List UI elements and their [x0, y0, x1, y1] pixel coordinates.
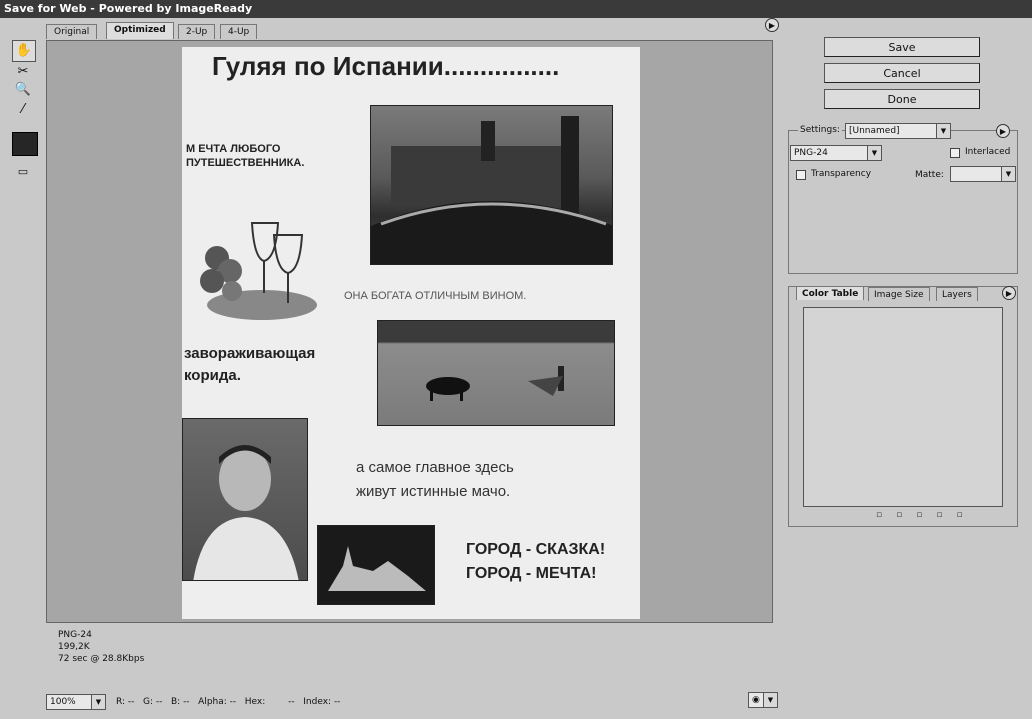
zoom-value: 100%: [50, 697, 76, 707]
save-button[interactable]: Save: [824, 37, 980, 57]
r-value: --: [127, 697, 135, 707]
eyedropper-icon[interactable]: ⁄: [21, 102, 25, 117]
optimize-menu-icon[interactable]: ▶: [996, 124, 1010, 138]
dream-text-line1: М ЕЧТА ЛЮБОГО: [186, 143, 281, 155]
index-label: Index:: [303, 697, 332, 707]
settings-label: Settings:: [800, 125, 840, 135]
index-value: --: [333, 697, 341, 707]
chevron-down-icon: ▼: [763, 693, 777, 707]
window-title: Save for Web - Powered by ImageReady: [0, 0, 1032, 18]
web-shift-icon[interactable]: ▫: [896, 510, 917, 520]
transparency-checkbox[interactable]: [796, 170, 806, 180]
chevron-down-icon: ▼: [867, 146, 881, 160]
done-button[interactable]: Done: [824, 89, 980, 109]
interlaced-label: Interlaced: [965, 147, 1011, 157]
hand-icon[interactable]: ✋: [12, 40, 36, 62]
chevron-down-icon: ▼: [1001, 167, 1015, 181]
info-format: PNG-24: [58, 630, 92, 640]
hex-label: Hex:: [244, 697, 266, 707]
tab-image-size[interactable]: Image Size: [868, 287, 930, 301]
tab-2-up[interactable]: 2-Up: [178, 24, 215, 39]
preview-info: [58, 629, 144, 665]
matte-select[interactable]: [950, 166, 1016, 182]
color-table-menu-icon[interactable]: ▶: [1002, 286, 1016, 300]
man-portrait-photo: [182, 418, 308, 581]
pixel-readout: [116, 693, 736, 711]
interlaced-checkbox[interactable]: [950, 148, 960, 158]
transparency-label: Transparency: [811, 169, 872, 179]
bullfight-text-line1: завораживающая: [184, 345, 316, 362]
info-size: 199,2K: [58, 642, 90, 652]
preview-browser-icon[interactable]: ▭: [17, 165, 29, 178]
night-city-photo: [317, 525, 435, 605]
tab-optimized[interactable]: Optimized: [106, 22, 174, 39]
city-text-line2: ГОРОД - МЕЧТА!: [466, 565, 597, 582]
format-value: PNG-24: [794, 148, 828, 158]
chevron-down-icon: ▼: [936, 124, 950, 138]
wine-caption: ОНА БОГАТА ОТЛИЧНЫМ ВИНОМ.: [344, 290, 527, 302]
plaza-de-espana-photo: [370, 105, 613, 265]
plaza-drawing: [371, 106, 613, 265]
wine-glasses-illustration: [192, 213, 317, 323]
hex-value: --: [288, 697, 295, 707]
slice-select-icon[interactable]: ✂: [17, 64, 29, 79]
optimized-image: [182, 47, 640, 619]
macho-text-line2: живут истинные мачо.: [356, 483, 511, 500]
settings-preset-select[interactable]: [845, 123, 951, 139]
lock-color-icon[interactable]: ▫: [916, 510, 937, 520]
dream-text-line2: ПУТЕШЕСТВЕННИКА.: [186, 157, 305, 169]
tab-layers[interactable]: Layers: [936, 287, 978, 301]
alpha-value: --: [229, 697, 237, 707]
alpha-label: Alpha:: [198, 697, 227, 707]
g-value: --: [155, 697, 163, 707]
color-table-grid[interactable]: [803, 307, 1003, 507]
preview-menu-icon[interactable]: ▶: [765, 18, 779, 32]
b-label: B:: [170, 697, 181, 707]
b-value: --: [183, 697, 190, 707]
eyedropper-color-swatch[interactable]: [12, 132, 38, 156]
trash-icon[interactable]: ▫: [956, 510, 977, 520]
bullfight-text-line2: корида.: [184, 367, 241, 384]
tab-original[interactable]: Original: [46, 24, 97, 39]
night-city-drawing: [318, 526, 435, 605]
macho-text-line1: а самое главное здесь: [356, 459, 514, 476]
color-table-actions: [876, 510, 977, 520]
city-text-line1: ГОРОД - СКАЗКА!: [466, 541, 606, 558]
globe-icon: ◉: [752, 695, 760, 705]
bullfight-photo: [377, 320, 615, 426]
bullfight-drawing: [378, 321, 615, 426]
tab-color-table[interactable]: Color Table: [796, 286, 864, 300]
cancel-button[interactable]: Cancel: [824, 63, 980, 83]
settings-preset-value: [Unnamed]: [849, 126, 900, 136]
r-label: R:: [116, 697, 126, 707]
zoom-icon[interactable]: 🔍: [14, 82, 32, 97]
browser-preview-select[interactable]: [748, 692, 778, 708]
matte-label: Matte:: [915, 170, 944, 180]
zoom-select[interactable]: [46, 694, 106, 710]
chevron-down-icon: ▼: [91, 695, 105, 709]
portrait-drawing: [183, 419, 308, 581]
format-select[interactable]: [790, 145, 882, 161]
tab-4-up[interactable]: 4-Up: [220, 24, 257, 39]
new-color-icon[interactable]: ▫: [936, 510, 957, 520]
g-label: G:: [142, 697, 153, 707]
info-download-time: 72 sec @ 28.8Kbps: [58, 654, 145, 664]
page-headline: Гуляя по Испании................: [212, 51, 560, 81]
map-color-icon[interactable]: ▫: [876, 510, 897, 520]
